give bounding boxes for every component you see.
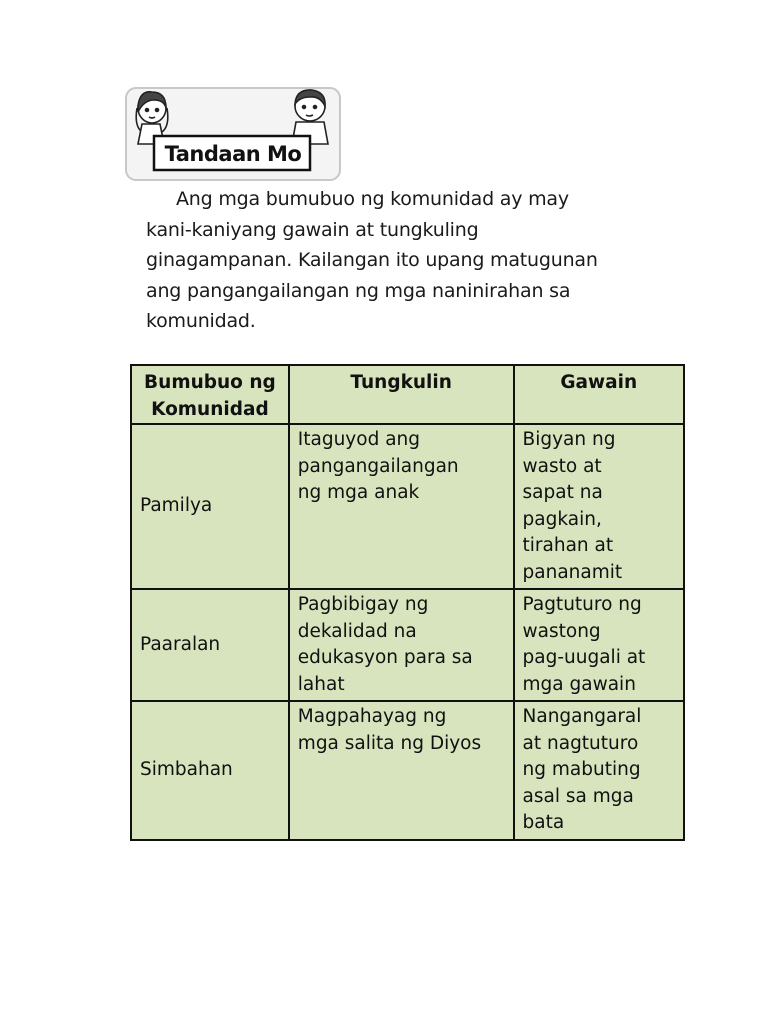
cell-line: pananamit xyxy=(522,561,623,583)
header-line: Komunidad xyxy=(151,399,269,420)
cell-line: asal sa mga xyxy=(522,785,634,807)
paragraph-line: Ang mga bumubuo ng komunidad ay may xyxy=(176,188,569,210)
intro-paragraph xyxy=(146,184,694,337)
tungkulin-cell xyxy=(289,589,514,701)
tandaan-mo-banner xyxy=(124,86,342,182)
cell-line: bata xyxy=(522,812,565,833)
cell-line: mga salita ng Diyos xyxy=(297,732,482,754)
community-table xyxy=(130,364,685,841)
cell-line: edukasyon para sa xyxy=(297,647,473,668)
table-header-row xyxy=(131,365,684,424)
header-gawain xyxy=(514,365,684,424)
cell-line: Nangangaral xyxy=(522,706,642,727)
tungkulin-cell xyxy=(289,701,514,840)
tungkulin-cell xyxy=(289,424,514,589)
header-bumubuo xyxy=(131,365,289,424)
table-row xyxy=(131,701,684,840)
cell-line: ng mga anak xyxy=(297,482,420,503)
cell-line: sapat na xyxy=(522,482,603,503)
cell-line: mga gawain xyxy=(522,673,636,695)
cell-line: pag-uugali at xyxy=(522,647,646,668)
cell-line: Bigyan ng xyxy=(522,429,616,450)
cell-line: at nagtuturo xyxy=(522,732,639,754)
table-row xyxy=(131,589,684,701)
paragraph-line: ginagampanan. Kailangan ito upang matugunan xyxy=(146,249,598,271)
paragraph-line: komunidad. xyxy=(146,310,256,332)
gawain-cell xyxy=(514,589,684,701)
sector-cell: Paaralan xyxy=(131,589,289,701)
cell-line: tirahan at xyxy=(522,535,614,556)
table-row xyxy=(131,424,684,589)
cell-line: wastong xyxy=(522,620,601,642)
cell-line: lahat xyxy=(297,673,345,695)
cell-line: Magpahayag ng xyxy=(297,706,447,727)
cell-line: pagkain, xyxy=(522,508,602,530)
gawain-cell xyxy=(514,701,684,840)
banner-title: Tandaan Mo xyxy=(164,142,302,166)
paragraph-line: ang pangangailangan ng mga naninirahan sa xyxy=(146,279,571,302)
sector-cell: Simbahan xyxy=(131,701,289,840)
gawain-cell xyxy=(514,424,684,589)
cell-line: Pagtuturo ng xyxy=(522,594,642,615)
cell-line: wasto at xyxy=(522,455,602,477)
cell-line: Pagbibigay ng xyxy=(297,594,429,615)
header-line: Tungkulin xyxy=(350,372,452,393)
paragraph-line: kani-kaniyang gawain at tungkuling xyxy=(146,218,479,241)
header-tungkulin xyxy=(289,365,514,424)
header-line: Gawain xyxy=(560,372,638,393)
cell-line: ng mabuting xyxy=(522,759,641,780)
cell-line: pangangailangan xyxy=(297,455,459,477)
header-line: Bumubuo ng xyxy=(144,372,276,393)
sector-cell: Pamilya xyxy=(131,424,289,589)
cell-line: dekalidad na xyxy=(297,620,417,642)
cell-line: Itaguyod ang xyxy=(297,429,421,450)
